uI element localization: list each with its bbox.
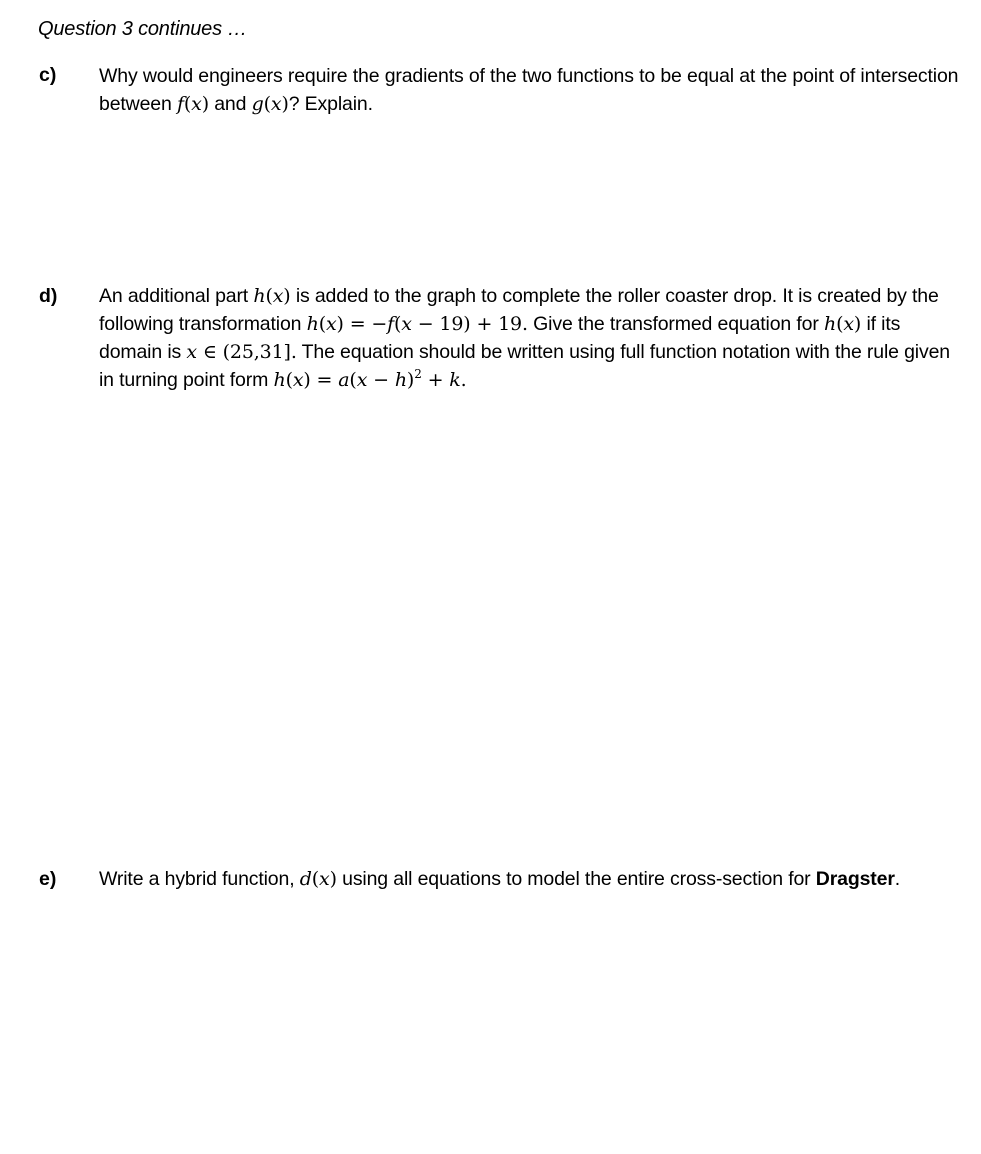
c-g-x: x xyxy=(270,93,282,115)
question-label-c: c) xyxy=(39,64,57,86)
d-text-2: is added to the graph to complete the roller coaster drop. It is created by the following transformation xyxy=(99,285,939,335)
d-h-5: h xyxy=(394,369,407,391)
d-x-2: x xyxy=(325,313,337,335)
d-a: a xyxy=(338,369,350,391)
e-text-2: using all equations to model the entire cross-section for xyxy=(336,868,816,890)
d-tp-squared: 2 xyxy=(414,367,422,381)
d-x-4: x xyxy=(843,313,854,335)
d-text-5: The equation should be written using full function notation with the rule given in turning point form xyxy=(99,341,950,391)
d-x-7: x xyxy=(356,369,368,391)
d-h-3: h xyxy=(823,313,837,335)
d-x-5: x xyxy=(186,341,197,363)
d-k: k xyxy=(449,369,461,391)
question-text-e: Write a hybrid function, d(x) using all equations to model the entire cross-section for Dragster. xyxy=(99,868,901,890)
c-g: g xyxy=(251,93,264,115)
c-text-and: and xyxy=(208,93,252,115)
page-header: Question 3 continues … xyxy=(38,18,248,40)
c-f-x: x xyxy=(191,93,202,115)
d-text-1: An additional part xyxy=(99,285,254,307)
e-text-1: Write a hybrid function, xyxy=(99,868,300,890)
d-x-1: x xyxy=(272,285,284,307)
d-x-3: x xyxy=(401,313,412,335)
e-d: d xyxy=(299,868,312,890)
c-text-1: Why would engineers require the gradients of the two functions to be equal at the point of intersection between xyxy=(99,65,959,115)
d-domain-interval: (25,31]. xyxy=(222,341,297,363)
c-text-end: ? Explain. xyxy=(288,93,373,115)
question-text-d: An additional part h(x) is added to the graph to complete the roller coaster drop. It is created by the following transformation h(x) = −f(x − 19) + 19. Give the transformed equation for h(x) if its domain is x ∈ (25,31]. The equation should be written using full function notation with the rule given in turning point form $h(x) = a(x - h)^2 + k$. xyxy=(99,285,950,391)
c-f: f xyxy=(176,93,184,115)
d-text-3: Give the transformed equation for xyxy=(527,313,824,335)
d-tp-end: . xyxy=(460,369,467,391)
d-h-2: h xyxy=(306,313,319,335)
d-text-4: if its domain is xyxy=(99,313,901,363)
d-eq-mid: = − xyxy=(343,313,388,335)
d-tp-minus: − xyxy=(367,369,395,391)
question-text-c: Why would engineers require the gradients of the two functions to be equal at the point of intersection between f(x) and g(x)? Explain. xyxy=(99,65,959,115)
question-label-d: d) xyxy=(39,285,58,307)
question-label-e: e) xyxy=(39,868,57,890)
d-h-4: h xyxy=(273,369,286,391)
d-tp-eq: = xyxy=(310,369,339,391)
d-tp-plus: + xyxy=(421,369,450,391)
e-text-end: . xyxy=(894,868,901,890)
d-h-1: h xyxy=(253,285,266,307)
d-eq-shift: − 19) + 19. xyxy=(411,313,528,335)
d-in-symbol: ∈ xyxy=(196,341,223,363)
e-x: x xyxy=(319,868,330,890)
e-bold-word: Dragster xyxy=(815,868,895,890)
d-x-6: x xyxy=(292,369,304,391)
